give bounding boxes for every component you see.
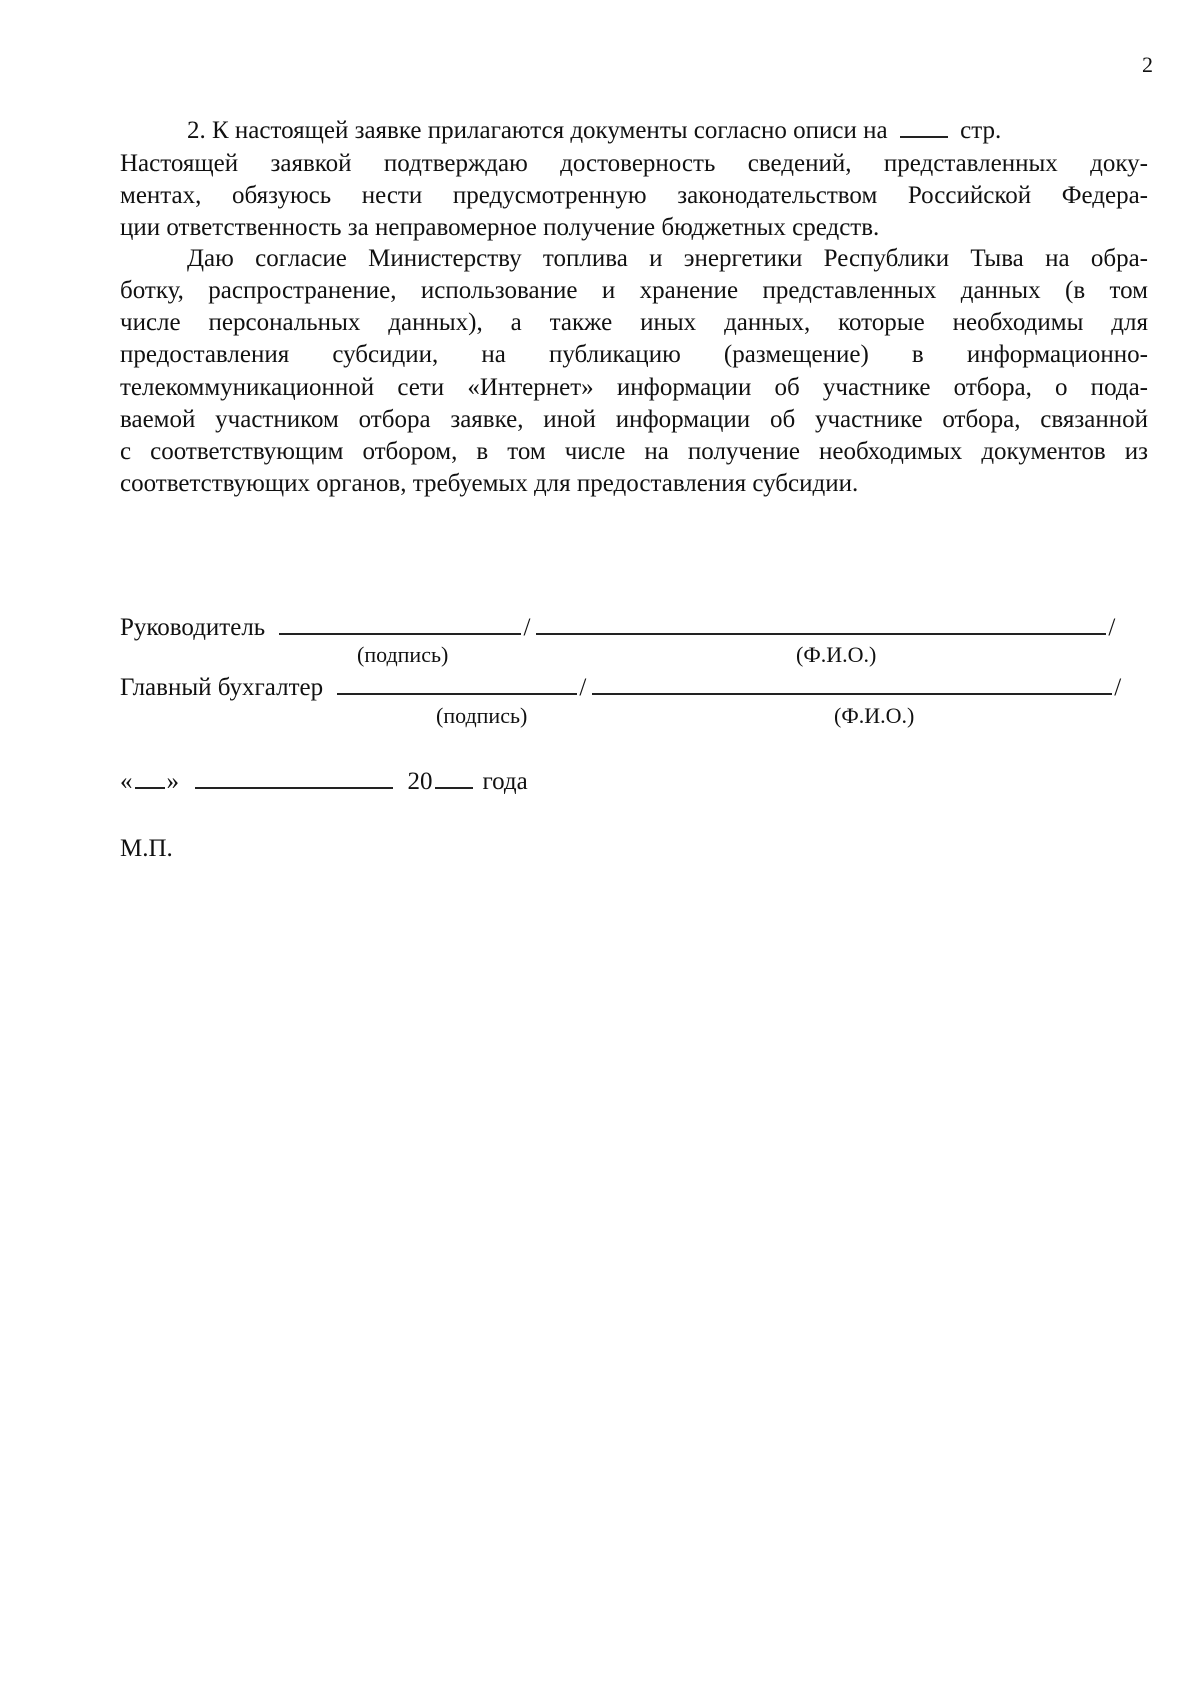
date-close-quote: » xyxy=(166,768,179,795)
accountant-signature-row xyxy=(120,669,1123,704)
head-label: Руководитель xyxy=(120,614,266,641)
head-signature-row xyxy=(120,609,1117,644)
head-signature-blank xyxy=(279,609,521,635)
head-signature-caption: (подпись) xyxy=(357,642,449,667)
head-name-caption: (Ф.И.О.) xyxy=(796,642,877,667)
date-open-quote: « xyxy=(120,768,133,795)
accountant-name-blank xyxy=(592,669,1112,695)
paragraph-2-line-1: Даю согласие Министерству топлива и энергетики Республики Тыва на обра- xyxy=(187,245,1148,272)
accountant-slash-1: / xyxy=(579,674,587,701)
paragraph-2-line-8: соответствующих органов, требуемых для предоставления субсидии. xyxy=(120,470,859,497)
stamp-label: М.П. xyxy=(120,835,173,862)
head-slash-2: / xyxy=(1108,614,1116,641)
accountant-signature-blank xyxy=(337,669,577,695)
paragraph-1-line-1-text: 2. К настоящей заявке прилагаются документы согласно описи на xyxy=(187,117,888,144)
month-blank xyxy=(195,763,393,789)
page-number: 2 xyxy=(1142,52,1153,77)
year-blank xyxy=(435,763,473,789)
head-slash-1: / xyxy=(523,614,531,641)
paragraph-2-line-5: телекоммуникационной сети «Интернет» информации об участнике отбора, о пода- xyxy=(120,374,1148,401)
accountant-label: Главный бухгалтер xyxy=(120,674,324,701)
paragraph-1-line-2: Настоящей заявкой подтверждаю достоверность сведений, представленных доку- xyxy=(120,150,1148,177)
year-suffix: года xyxy=(482,768,528,795)
accountant-name-caption: (Ф.И.О.) xyxy=(834,703,915,728)
paragraph-2-line-7: с соответствующим отбором, в том числе на получение необходимых документов из xyxy=(120,438,1148,465)
paragraph-2-line-3: числе персональных данных), а также иных данных, которые необходимы для xyxy=(120,309,1148,336)
day-blank xyxy=(135,763,165,789)
accountant-slash-2: / xyxy=(1114,674,1122,701)
pages-unit: стр. xyxy=(960,117,1002,144)
pages-count-blank xyxy=(900,112,948,138)
accountant-signature-caption: (подпись) xyxy=(436,703,528,728)
paragraph-1-line-1 xyxy=(187,112,1001,147)
paragraph-2-line-2: ботку, распространение, использование и хранение представленных данных (в том xyxy=(120,277,1148,304)
paragraph-2-line-6: ваемой участником отбора заявке, иной информации об участнике отбора, связанной xyxy=(120,406,1148,433)
head-name-blank xyxy=(536,609,1106,635)
year-prefix: 20 xyxy=(407,768,433,795)
paragraph-1-line-3: ментах, обязуюсь нести предусмотренную законодательством Российской Федера- xyxy=(120,182,1148,209)
date-line xyxy=(120,763,528,798)
paragraph-2-line-4: предоставления субсидии, на публикацию (размещение) в информационно- xyxy=(120,341,1148,368)
paragraph-1-line-4: ции ответственность за неправомерное получение бюджетных средств. xyxy=(120,214,880,241)
